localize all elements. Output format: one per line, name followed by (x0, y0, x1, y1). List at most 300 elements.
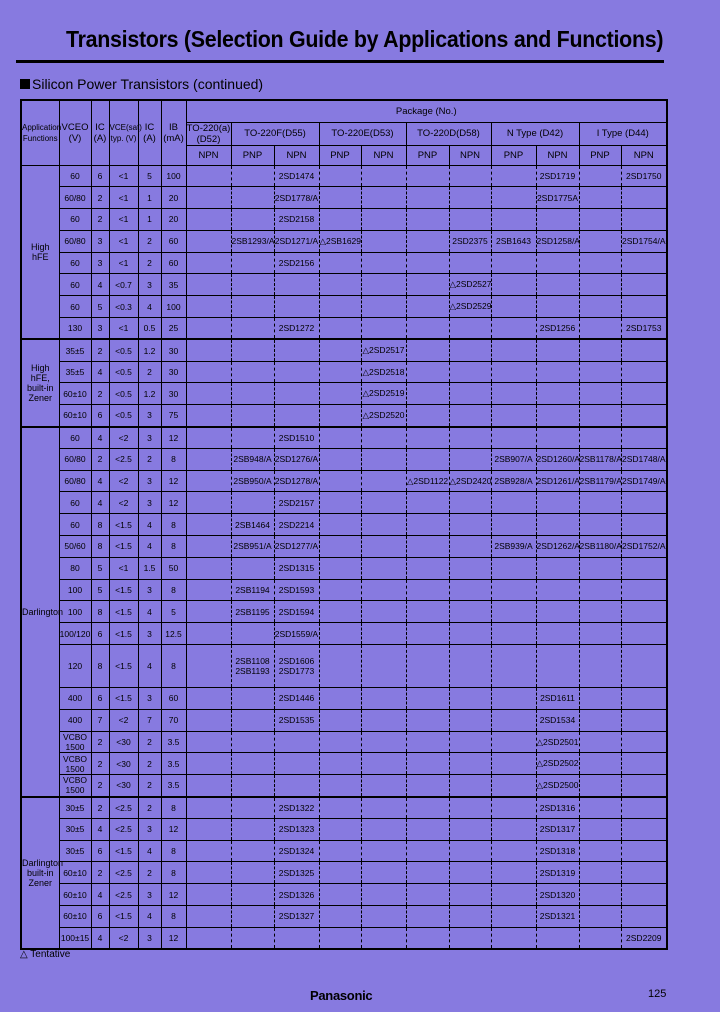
ic-test-cell: 4 (138, 601, 161, 623)
ib-test-cell: 3.5 (161, 753, 186, 775)
to220a-npn-cell (186, 296, 231, 318)
ntype-pnp-cell: 2SB928/A (491, 470, 536, 492)
ic-test-cell: 3 (138, 470, 161, 492)
ic-cell: 6 (91, 840, 109, 862)
to220a-npn-cell (186, 818, 231, 840)
to220f-pnp-cell (231, 709, 274, 731)
ntype-npn-cell: 2SD1261/A (536, 470, 579, 492)
to220d-pnp-cell (406, 165, 449, 187)
to220a-npn-cell (186, 230, 231, 252)
to220e-npn-cell (361, 427, 406, 449)
vceo-cell: 35±5 (59, 339, 91, 361)
to220a-npn-cell (186, 709, 231, 731)
vcesat-cell: <2.5 (109, 448, 138, 470)
to220e-npn-cell (361, 797, 406, 819)
vcesat-cell: <1.5 (109, 623, 138, 645)
ib-test-cell: 12 (161, 470, 186, 492)
ic-cell: 2 (91, 731, 109, 753)
ntype-pnp-cell (491, 318, 536, 340)
ib-test-cell: 12 (161, 427, 186, 449)
vceo-cell: 100/120 (59, 623, 91, 645)
ib-test-cell: 8 (161, 797, 186, 819)
to220d-npn-cell (449, 731, 491, 753)
brand-logo: Panasonic (310, 988, 373, 1003)
to220f-pnp-cell (231, 405, 274, 427)
itype-pnp-cell (579, 906, 621, 928)
to220e-npn-cell (361, 209, 406, 231)
to220e-npn-cell (361, 536, 406, 558)
vceo-cell: 100±15 (59, 927, 91, 949)
to220f-npn-cell: 2SD2214 (274, 514, 319, 536)
to220d-pnp-cell (406, 753, 449, 775)
ntype-pnp-cell (491, 731, 536, 753)
to220d-npn-cell (449, 187, 491, 209)
to220e-npn-cell (361, 688, 406, 710)
ntype-pnp-cell (491, 296, 536, 318)
vcesat-cell: <2 (109, 927, 138, 949)
itype-pnp-cell (579, 209, 621, 231)
itype-pnp-cell (579, 296, 621, 318)
to220e-pnp-cell (319, 840, 361, 862)
to220f-pnp-cell (231, 884, 274, 906)
to220e-npn-cell (361, 645, 406, 688)
vceo-cell: 30±5 (59, 818, 91, 840)
to220a-npn-cell (186, 209, 231, 231)
ntype-pnp-cell (491, 818, 536, 840)
to220a-npn-cell (186, 536, 231, 558)
ic-cell: 5 (91, 296, 109, 318)
to220f-npn-cell (274, 753, 319, 775)
vceo-cell: 60±10 (59, 862, 91, 884)
itype-pnp-cell (579, 601, 621, 623)
vceo-cell: 50/60 (59, 536, 91, 558)
itype-pnp-cell (579, 623, 621, 645)
ntype-pnp-cell: 2SB939/A (491, 536, 536, 558)
to220a-npn-cell (186, 274, 231, 296)
ic-test-cell: 3 (138, 927, 161, 949)
ntype-npn-cell (536, 209, 579, 231)
ntype-pnp-cell (491, 274, 536, 296)
to220a-npn-cell (186, 753, 231, 775)
itype-npn-cell (621, 492, 667, 514)
itype-npn-cell (621, 252, 667, 274)
vcesat-cell: <1 (109, 209, 138, 231)
to220d-pnp-cell (406, 731, 449, 753)
to220a-npn-cell (186, 797, 231, 819)
vcesat-cell: <30 (109, 753, 138, 775)
ic-test-cell: 2 (138, 731, 161, 753)
to220f-npn-cell: 2SD1593 (274, 579, 319, 601)
ic-test-cell: 2 (138, 753, 161, 775)
to220d-pnp-cell (406, 209, 449, 231)
ntype-npn-cell: 2SD1316 (536, 797, 579, 819)
to220e-pnp-cell (319, 601, 361, 623)
ntype-pnp-cell (491, 797, 536, 819)
ic-test-cell: 3 (138, 688, 161, 710)
ntype-pnp-cell (491, 252, 536, 274)
table-row (21, 296, 667, 318)
to220e-npn-cell (361, 709, 406, 731)
itype-pnp-cell (579, 645, 621, 688)
col-application: Application Functions (21, 100, 59, 165)
to220a-npn-cell (186, 557, 231, 579)
to220d-npn-cell (449, 339, 491, 361)
itype-npn-cell (621, 840, 667, 862)
to220d-npn-cell: △2SD2529 (449, 296, 491, 318)
ic-cell: 2 (91, 448, 109, 470)
to220f-npn-cell: 2SD1510 (274, 427, 319, 449)
to220e-pnp-cell (319, 906, 361, 928)
to220d-pnp-cell (406, 601, 449, 623)
itype-pnp-cell: 2SB1178/A (579, 448, 621, 470)
to220a-npn-cell (186, 906, 231, 928)
to220d-pnp-cell: △2SD1122 (406, 470, 449, 492)
ntype-pnp-cell (491, 688, 536, 710)
ic-cell: 4 (91, 361, 109, 383)
table-row (21, 775, 667, 797)
to220e-pnp-cell (319, 448, 361, 470)
ib-test-cell: 3.5 (161, 731, 186, 753)
vceo-cell: 60 (59, 427, 91, 449)
ntype-npn-cell: 2SD1320 (536, 884, 579, 906)
to220e-pnp-cell (319, 818, 361, 840)
table-row (21, 339, 667, 361)
ntype-pnp-cell (491, 709, 536, 731)
to220f-npn-cell: 2SD1535 (274, 709, 319, 731)
ic-test-cell: 5 (138, 165, 161, 187)
polarity-header: NPN (186, 145, 231, 165)
itype-npn-cell (621, 339, 667, 361)
col-ib: IB (mA) (161, 100, 186, 165)
to220e-npn-cell: △2SD2517 (361, 339, 406, 361)
ic-cell: 2 (91, 209, 109, 231)
vcesat-cell: <1 (109, 318, 138, 340)
table-row (21, 209, 667, 231)
to220f-pnp-cell: 2SB948/A (231, 448, 274, 470)
to220d-npn-cell: △2SD2420 (449, 470, 491, 492)
vcesat-cell: <0.3 (109, 296, 138, 318)
ib-test-cell: 30 (161, 361, 186, 383)
pkg-itype: I Type (D44) (579, 122, 667, 145)
to220a-npn-cell (186, 448, 231, 470)
to220f-npn-cell: 2SD1277/A (274, 536, 319, 558)
to220a-npn-cell (186, 492, 231, 514)
to220d-pnp-cell (406, 818, 449, 840)
to220f-npn-cell: 2SD1278/A (274, 470, 319, 492)
to220d-pnp-cell (406, 688, 449, 710)
to220e-npn-cell (361, 252, 406, 274)
to220d-npn-cell (449, 405, 491, 427)
to220f-pnp-cell (231, 383, 274, 405)
vceo-cell: 400 (59, 688, 91, 710)
ic-cell: 6 (91, 688, 109, 710)
to220d-npn-cell: 2SD2375 (449, 230, 491, 252)
itype-npn-cell: 2SD1753 (621, 318, 667, 340)
to220d-pnp-cell (406, 579, 449, 601)
ntype-pnp-cell (491, 361, 536, 383)
ic-test-cell: 4 (138, 296, 161, 318)
ntype-npn-cell (536, 601, 579, 623)
itype-pnp-cell (579, 252, 621, 274)
ic-cell: 8 (91, 536, 109, 558)
table-row (21, 492, 667, 514)
to220f-pnp-cell (231, 557, 274, 579)
ic-test-cell: 2 (138, 230, 161, 252)
ic-cell: 6 (91, 906, 109, 928)
vcesat-cell: <1.5 (109, 906, 138, 928)
col-ic: IC (A) (91, 100, 109, 165)
ntype-pnp-cell (491, 579, 536, 601)
to220a-npn-cell (186, 187, 231, 209)
ic-cell: 5 (91, 579, 109, 601)
ib-test-cell: 20 (161, 209, 186, 231)
pkg-ntype: N Type (D42) (491, 122, 579, 145)
itype-pnp-cell (579, 753, 621, 775)
to220a-npn-cell (186, 601, 231, 623)
ntype-npn-cell: △2SD2500 (536, 775, 579, 797)
itype-npn-cell (621, 187, 667, 209)
to220d-pnp-cell (406, 623, 449, 645)
itype-pnp-cell (579, 492, 621, 514)
to220d-npn-cell (449, 557, 491, 579)
to220f-npn-cell: 2SD1271/A (274, 230, 319, 252)
ntype-npn-cell: 2SD1534 (536, 709, 579, 731)
ntype-npn-cell (536, 623, 579, 645)
ib-test-cell: 25 (161, 318, 186, 340)
vceo-cell: 60 (59, 165, 91, 187)
ic-cell: 2 (91, 339, 109, 361)
pkg-to220d: TO-220D(D58) (406, 122, 491, 145)
ib-test-cell: 30 (161, 339, 186, 361)
to220e-pnp-cell (319, 884, 361, 906)
ntype-npn-cell: 2SD1262/A (536, 536, 579, 558)
to220d-npn-cell (449, 927, 491, 949)
to220d-npn-cell (449, 884, 491, 906)
polarity-header: PNP (491, 145, 536, 165)
ntype-pnp-cell: 2SB1643 (491, 230, 536, 252)
ic-test-cell: 4 (138, 840, 161, 862)
table-row (21, 514, 667, 536)
to220e-npn-cell (361, 927, 406, 949)
vceo-cell: 60 (59, 274, 91, 296)
to220f-npn-cell: 2SD1325 (274, 862, 319, 884)
vceo-cell: 60 (59, 296, 91, 318)
ntype-npn-cell: 2SD1260/A (536, 448, 579, 470)
table-row (21, 818, 667, 840)
to220f-pnp-cell (231, 318, 274, 340)
section-title: Silicon Power Transistors (continued) (32, 76, 264, 92)
itype-pnp-cell (579, 818, 621, 840)
vcesat-cell: <30 (109, 731, 138, 753)
itype-pnp-cell (579, 165, 621, 187)
to220e-npn-cell (361, 862, 406, 884)
to220f-npn-cell: 2SD1606 2SD1773 (274, 645, 319, 688)
ic-test-cell: 3 (138, 492, 161, 514)
to220d-pnp-cell (406, 252, 449, 274)
vcesat-cell: <0.5 (109, 383, 138, 405)
ntype-npn-cell: △2SD2502 (536, 753, 579, 775)
to220e-pnp-cell (319, 645, 361, 688)
ntype-pnp-cell (491, 514, 536, 536)
to220d-npn-cell (449, 448, 491, 470)
ntype-npn-cell: 2SD1319 (536, 862, 579, 884)
ntype-npn-cell: 2SD1318 (536, 840, 579, 862)
to220e-npn-cell (361, 230, 406, 252)
to220e-pnp-cell (319, 514, 361, 536)
to220e-pnp-cell (319, 470, 361, 492)
table-row (21, 579, 667, 601)
itype-pnp-cell (579, 927, 621, 949)
vcesat-cell: <0.5 (109, 339, 138, 361)
vcesat-cell: <0.5 (109, 405, 138, 427)
col-vcesat: VCE(sat) typ. (V) (109, 100, 138, 165)
ntype-npn-cell (536, 927, 579, 949)
to220f-npn-cell: 2SD2158 (274, 209, 319, 231)
to220d-npn-cell (449, 818, 491, 840)
itype-npn-cell (621, 775, 667, 797)
to220e-pnp-cell (319, 209, 361, 231)
to220e-pnp-cell (319, 709, 361, 731)
to220f-pnp-cell: 2SB1464 (231, 514, 274, 536)
ntype-npn-cell (536, 514, 579, 536)
ic-cell: 4 (91, 470, 109, 492)
to220d-npn-cell (449, 906, 491, 928)
to220a-npn-cell (186, 862, 231, 884)
to220f-pnp-cell: 2SB1194 (231, 579, 274, 601)
vceo-cell: 400 (59, 709, 91, 731)
ntype-pnp-cell (491, 927, 536, 949)
itype-npn-cell: 2SD1749/A (621, 470, 667, 492)
vceo-cell: 60 (59, 492, 91, 514)
ntype-pnp-cell (491, 753, 536, 775)
application-group: Darlington built-in Zener (21, 797, 59, 950)
to220e-pnp-cell (319, 492, 361, 514)
to220e-npn-cell (361, 818, 406, 840)
ntype-npn-cell: △2SD2501 (536, 731, 579, 753)
polarity-header: NPN (536, 145, 579, 165)
itype-pnp-cell (579, 797, 621, 819)
vceo-cell: 60/80 (59, 230, 91, 252)
page-number: 125 (648, 988, 667, 1000)
ntype-npn-cell (536, 274, 579, 296)
ic-cell: 2 (91, 775, 109, 797)
ic-test-cell: 1.5 (138, 557, 161, 579)
to220e-pnp-cell (319, 339, 361, 361)
ib-test-cell: 8 (161, 862, 186, 884)
to220e-npn-cell (361, 840, 406, 862)
to220f-pnp-cell (231, 906, 274, 928)
ntype-npn-cell (536, 361, 579, 383)
itype-npn-cell: 2SD1750 (621, 165, 667, 187)
to220f-npn-cell: 2SD1315 (274, 557, 319, 579)
itype-pnp-cell (579, 514, 621, 536)
to220e-npn-cell (361, 579, 406, 601)
selection-table (20, 99, 668, 950)
to220e-npn-cell (361, 318, 406, 340)
application-group: High hFE (21, 165, 59, 339)
to220d-pnp-cell (406, 187, 449, 209)
to220f-pnp-cell (231, 252, 274, 274)
itype-pnp-cell (579, 339, 621, 361)
ic-cell: 2 (91, 383, 109, 405)
ntype-npn-cell (536, 492, 579, 514)
to220e-pnp-cell (319, 405, 361, 427)
vceo-cell: 60±10 (59, 906, 91, 928)
itype-npn-cell (621, 818, 667, 840)
vcesat-cell: <1.5 (109, 514, 138, 536)
to220f-npn-cell (274, 339, 319, 361)
itype-pnp-cell (579, 383, 621, 405)
ic-test-cell: 7 (138, 709, 161, 731)
table-row (21, 623, 667, 645)
itype-npn-cell (621, 906, 667, 928)
table-row (21, 165, 667, 187)
to220d-pnp-cell (406, 296, 449, 318)
to220e-npn-cell (361, 557, 406, 579)
to220f-npn-cell: 2SD1474 (274, 165, 319, 187)
to220d-pnp-cell (406, 405, 449, 427)
ic-test-cell: 1.2 (138, 339, 161, 361)
vceo-cell: VCBO 1500 (59, 775, 91, 797)
vcesat-cell: <1 (109, 187, 138, 209)
ntype-pnp-cell (491, 405, 536, 427)
ic-test-cell: 4 (138, 514, 161, 536)
ic-cell: 2 (91, 753, 109, 775)
to220d-npn-cell (449, 252, 491, 274)
to220d-pnp-cell (406, 709, 449, 731)
to220f-npn-cell (274, 296, 319, 318)
to220e-npn-cell (361, 906, 406, 928)
to220d-pnp-cell (406, 361, 449, 383)
itype-pnp-cell (579, 731, 621, 753)
ic-cell: 3 (91, 252, 109, 274)
table-row (21, 797, 667, 819)
ib-test-cell: 8 (161, 536, 186, 558)
to220e-pnp-cell (319, 623, 361, 645)
vceo-cell: VCBO 1500 (59, 731, 91, 753)
ic-cell: 8 (91, 601, 109, 623)
vceo-cell: 130 (59, 318, 91, 340)
to220e-pnp-cell (319, 296, 361, 318)
vcesat-cell: <1.5 (109, 536, 138, 558)
itype-npn-cell (621, 884, 667, 906)
to220e-npn-cell (361, 187, 406, 209)
to220d-npn-cell (449, 840, 491, 862)
ntype-pnp-cell: 2SB907/A (491, 448, 536, 470)
to220d-pnp-cell (406, 318, 449, 340)
table-row (21, 927, 667, 949)
vcesat-cell: <2 (109, 492, 138, 514)
to220a-npn-cell (186, 318, 231, 340)
ntype-pnp-cell (491, 862, 536, 884)
to220e-npn-cell (361, 448, 406, 470)
ntype-npn-cell (536, 339, 579, 361)
col-package: Package (No.) (186, 100, 667, 122)
to220e-npn-cell (361, 470, 406, 492)
to220e-npn-cell (361, 731, 406, 753)
to220f-npn-cell: 2SD1326 (274, 884, 319, 906)
to220e-pnp-cell (319, 688, 361, 710)
to220e-npn-cell: △2SD2520 (361, 405, 406, 427)
to220f-pnp-cell (231, 688, 274, 710)
to220a-npn-cell (186, 840, 231, 862)
itype-pnp-cell (579, 405, 621, 427)
vcesat-cell: <2.5 (109, 797, 138, 819)
ib-test-cell: 35 (161, 274, 186, 296)
ic-test-cell: 3 (138, 623, 161, 645)
vceo-cell: 35±5 (59, 361, 91, 383)
table-row (21, 318, 667, 340)
